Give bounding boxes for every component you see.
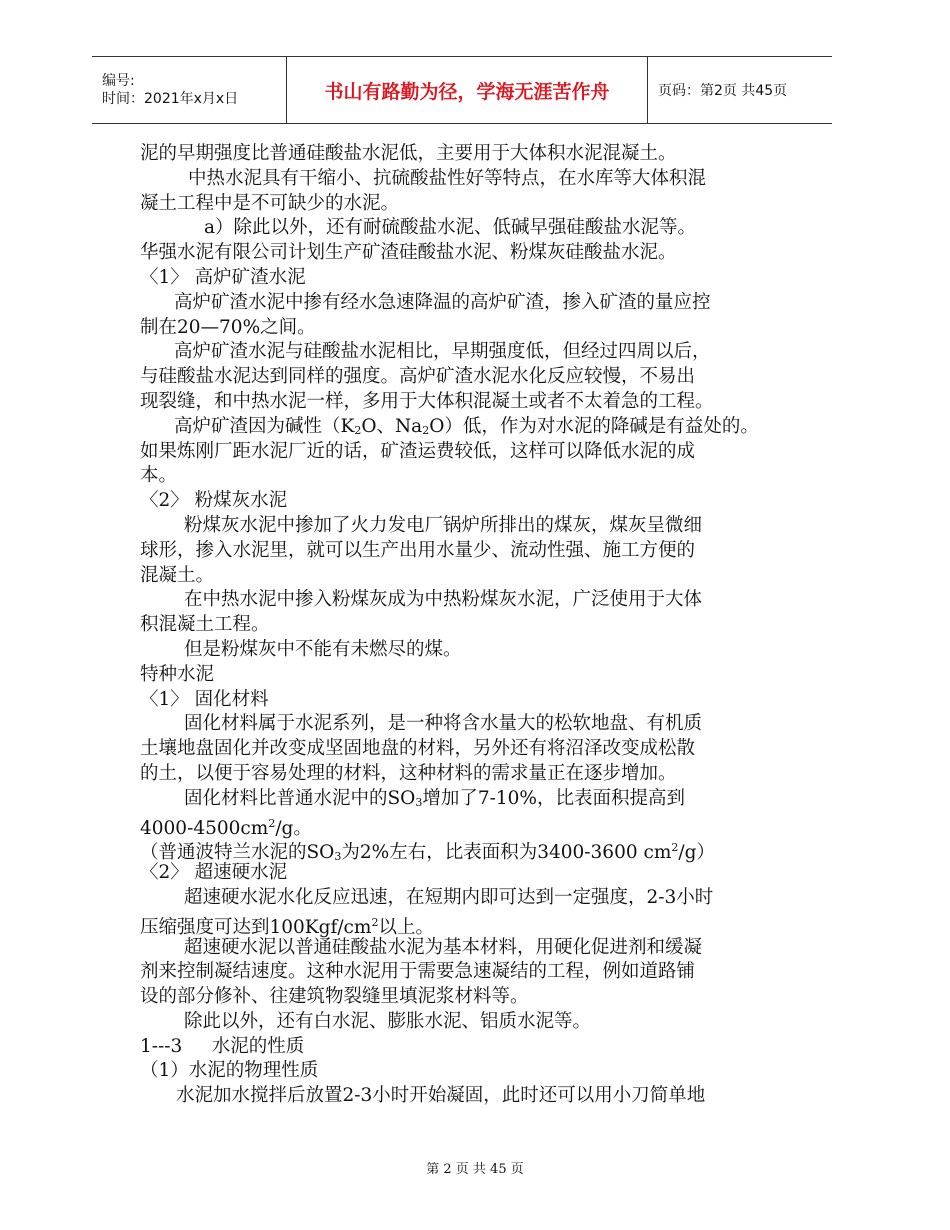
- text-line: 中热水泥具有干缩小、抗硫酸盐性好等特点，在水库等大体积混: [188, 167, 707, 189]
- text-line: 设的部分修补、往建筑物裂缝里填泥浆材料等。: [140, 986, 529, 1008]
- header-motto: 书山有路勤为径，学海无涯苦作舟: [286, 57, 648, 123]
- text-line: 固化材料属于水泥系列，是一种将含水量大的松软地盘、有机质: [184, 713, 703, 735]
- subscript: 3: [415, 795, 423, 809]
- text-line: 泥的早期强度比普通硅酸盐水泥低，主要用于大体积水泥混凝土。: [140, 143, 677, 164]
- text-span: O、Na: [361, 415, 423, 437]
- text-span: 4000-4500cm: [140, 817, 269, 839]
- text-span: 高炉矿渣因为碱性（K: [174, 415, 355, 437]
- text-line: 现裂缝，和中热水泥一样，多用于大体积混凝土或者不太着急的工程。: [140, 390, 714, 412]
- section-heading: 〈1〉 高炉矿渣水泥: [140, 266, 306, 288]
- text-line: 但是粉煤灰中不能有未燃尽的煤。: [184, 638, 462, 660]
- text-span: 固化材料比普通水泥中的SO: [184, 787, 416, 809]
- text-span: /g）: [678, 842, 715, 864]
- text-line: 如果炼刚厂距水泥厂近的话，矿渣运费较低，这样可以降低水泥的成: [140, 440, 696, 462]
- text-line: 华强水泥有限公司计划生产矿渣硅酸盐水泥、粉煤灰硅酸盐水泥。: [140, 242, 677, 264]
- section-heading: （1）水泥的物理性质: [140, 1060, 319, 1082]
- text-line: [140, 415, 820, 440]
- text-span: 压缩强度可达到100Kgf/cm: [140, 916, 372, 938]
- text-line: 粉煤灰水泥中掺加了火力发电厂锅炉所排出的煤灰，煤灰呈微细: [184, 514, 703, 536]
- subscript: 2: [422, 423, 430, 437]
- page-header: [92, 56, 832, 124]
- section-heading: 1---3 水泥的性质: [140, 1035, 305, 1057]
- text-line: 除此以外，还有白水泥、膨胀水泥、铝质水泥等。: [184, 1010, 592, 1032]
- text-line: [140, 787, 820, 812]
- text-line: 凝土工程中是不可缺少的水泥。: [140, 192, 400, 214]
- text-line: 剂来控制凝结速度。这种水泥用于需要急速凝结的工程，例如道路铺: [140, 961, 696, 983]
- text-line: 超速硬水泥以普通硅酸盐水泥为基本材料，用硬化促进剂和缓凝: [184, 936, 703, 958]
- section-heading: 特种水泥: [140, 663, 215, 685]
- text-line: 球形，掺入水泥里，就可以生产出用水量少、流动性强、施工方便的: [140, 539, 696, 561]
- subscript: 3: [334, 850, 342, 864]
- header-meta: [92, 57, 286, 123]
- page-footer: 第 2 页 共 45 页: [426, 1162, 524, 1177]
- text-line: 水泥加水搅拌后放置2-3小时开始凝固，此时还可以用小刀简单地: [176, 1085, 706, 1107]
- text-line: [140, 812, 820, 837]
- document-body: [140, 142, 820, 1109]
- text-line: 与硅酸盐水泥达到同样的强度。高炉矿渣水泥水化反应较慢，不易出: [140, 366, 696, 388]
- document-number-label: 编号:: [102, 73, 135, 89]
- text-line: 本。: [140, 465, 178, 487]
- superscript: 2: [371, 915, 379, 929]
- text-line: 的土，以便于容易处理的材料，这种材料的需求量正在逐步增加。: [140, 762, 677, 784]
- text-line: a）除此以外，还有耐硫酸盐水泥、低碱早强硅酸盐水泥等。: [204, 217, 697, 239]
- text-line: 积混凝土工程。: [140, 614, 270, 636]
- subscript: 2: [354, 423, 362, 437]
- section-heading: 〈2〉 粉煤灰水泥: [140, 490, 288, 512]
- text-line: [140, 836, 820, 864]
- document-time-label: 时间：2021年x月x日: [102, 91, 239, 107]
- text-line: 高炉矿渣水泥与硅酸盐水泥相比，早期强度低，但经过四周以后，: [174, 341, 711, 363]
- text-span: 增加了7-10%，比表面积提高到: [422, 787, 685, 809]
- text-line: 在中热水泥中掺入粉煤灰成为中热粉煤灰水泥，广泛使用于大体: [184, 589, 703, 611]
- text-line: 超速硬水泥水化反应迅速，在短期内即可达到一定强度，2-3小时: [184, 886, 714, 908]
- section-heading: 〈1〉 固化材料: [140, 688, 269, 710]
- text-line: 高炉矿渣水泥中掺有经水急速降温的高炉矿渣，掺入矿渣的量应控: [174, 291, 711, 313]
- text-span: O）低，作为对水泥的降碱是有益处的。: [429, 415, 759, 437]
- text-span: 以上。: [378, 916, 434, 938]
- text-span: /g。: [275, 817, 312, 839]
- text-line: 土壤地盘固化并改变成坚固地盘的材料，另外还有将沼泽改变成松散: [140, 738, 696, 760]
- text-line: 制在20—70%之间。: [140, 316, 316, 338]
- superscript: 2: [671, 841, 679, 855]
- text-span: （普通波特兰水泥的SO: [140, 842, 335, 864]
- text-line: [140, 911, 820, 936]
- section-heading: 〈2〉 超速硬水泥: [140, 862, 288, 884]
- header-page-label: 页码：第2页 共45页: [658, 83, 788, 99]
- text-line: 混凝土。: [140, 564, 215, 586]
- text-span: 为2%左右，比表面积为3400-3600 cm: [341, 842, 672, 864]
- superscript: 2: [268, 816, 276, 830]
